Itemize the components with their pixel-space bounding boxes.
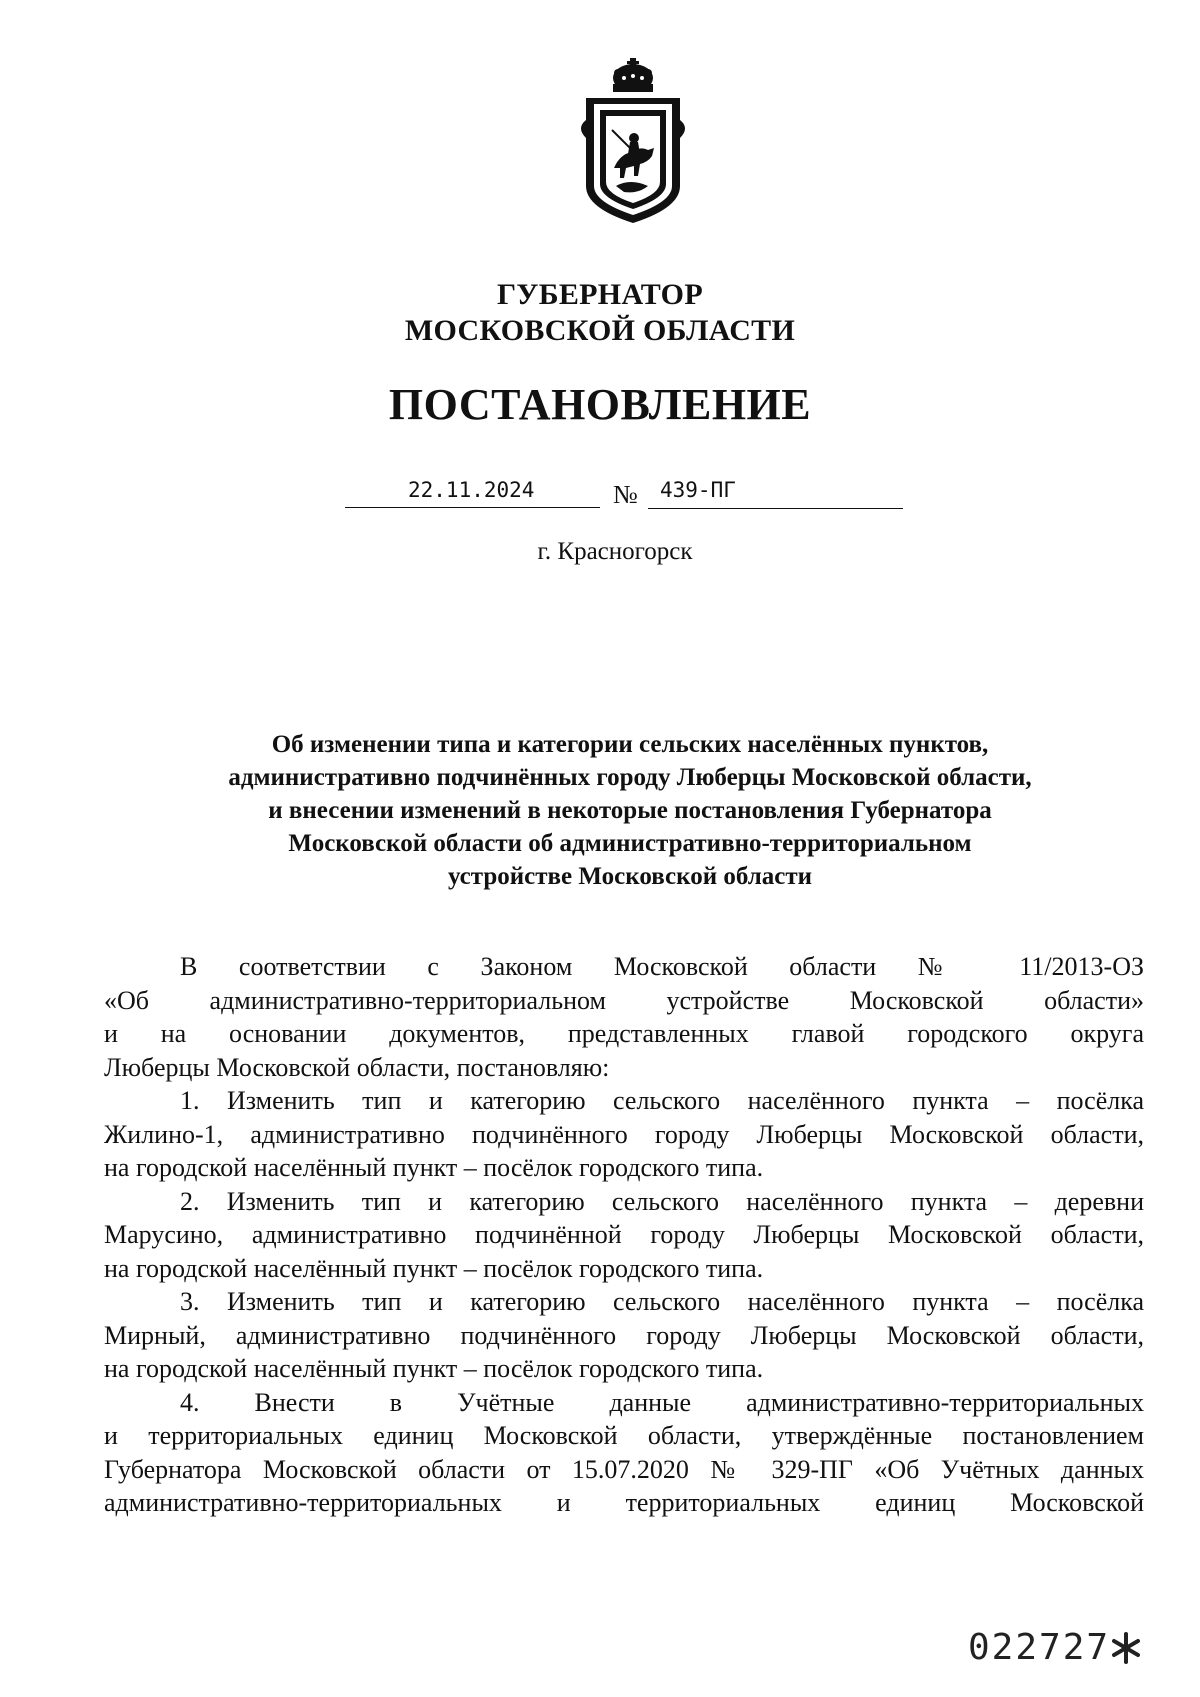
item-4-paragraph (104, 1386, 1144, 1520)
document-city: г. Красногорск (537, 538, 693, 565)
coat-of-arms-icon (568, 58, 698, 226)
document-number: 439-ПГ (660, 478, 736, 502)
body-line: Жилино-1, административно подчинённого городу Люберцы Московской области, (104, 1119, 1144, 1149)
body-line: «Об административно-территориальном устройстве Московской области» (104, 985, 1144, 1015)
number-sign: № (613, 480, 638, 509)
body-line: 4. Внести в Учётные данные административно-территориальных (180, 1387, 1144, 1417)
document-date: 22.11.2024 (408, 478, 535, 502)
title-line: административно подчинённых городу Люберцы Московской области, (228, 764, 1032, 791)
document-type-title: ПОСТАНОВЛЕНИЕ (388, 380, 812, 429)
body-line: Губернатора Московской области от 15.07.2020 № 329-ПГ «Об Учётных данных (104, 1454, 1144, 1484)
item-1-paragraph (104, 1084, 1144, 1185)
document-title (130, 728, 1130, 893)
body-line: 1. Изменить тип и категорию сельского населённого пункта – посёлка (180, 1086, 1144, 1115)
body-line: административно-территориальных и территориальных единиц Московской (104, 1488, 1144, 1517)
body-line: на городской населённый пункт – посёлок городского типа. (104, 1253, 764, 1283)
item-3-paragraph (104, 1285, 1144, 1386)
issuer-title-line1: ГУБЕРНАТОР (497, 278, 703, 311)
issuer-title-line2: МОСКОВСКОЙ ОБЛАСТИ (404, 314, 796, 347)
title-line: устройстве Московской области (447, 863, 813, 890)
title-line: и внесении изменений в некоторые постановления Губернатора (268, 797, 992, 824)
preamble-paragraph (104, 950, 1144, 1084)
body-line: и на основании документов, представленных главой городского округа (104, 1019, 1144, 1048)
body-line: на городской населённый пункт – посёлок городского типа. (104, 1354, 764, 1383)
title-line: Об изменении типа и категории сельских населённых пунктов, (271, 731, 989, 758)
body-line: Люберцы Московской области, постановляю: (104, 1052, 610, 1082)
body-line: Марусино, административно подчинённой городу Люберцы Московской области, (104, 1220, 1144, 1249)
number-underline (648, 508, 903, 509)
body-line: Мирный, административно подчинённого городу Люберцы Московской области, (104, 1320, 1144, 1350)
item-2-paragraph (104, 1185, 1144, 1286)
asterisk-icon (1106, 1628, 1146, 1668)
body-line: и территориальных единиц Московской области, утверждённые постановлением (104, 1421, 1144, 1450)
title-line: Московской области об административно-территориальном (288, 830, 972, 857)
date-underline (345, 507, 600, 508)
body-line: на городской населённый пункт – посёлок городского типа. (104, 1153, 764, 1182)
body-line: 3. Изменить тип и категорию сельского населённого пункта – посёлка (180, 1287, 1144, 1316)
body-line: 2. Изменить тип и категорию сельского населённого пункта – деревни (180, 1186, 1144, 1216)
document-body (104, 950, 1144, 1520)
serial-number: 022727 (968, 1627, 1111, 1668)
body-line: В соответствии с Законом Московской области № 11/2013-ОЗ (180, 952, 1144, 981)
